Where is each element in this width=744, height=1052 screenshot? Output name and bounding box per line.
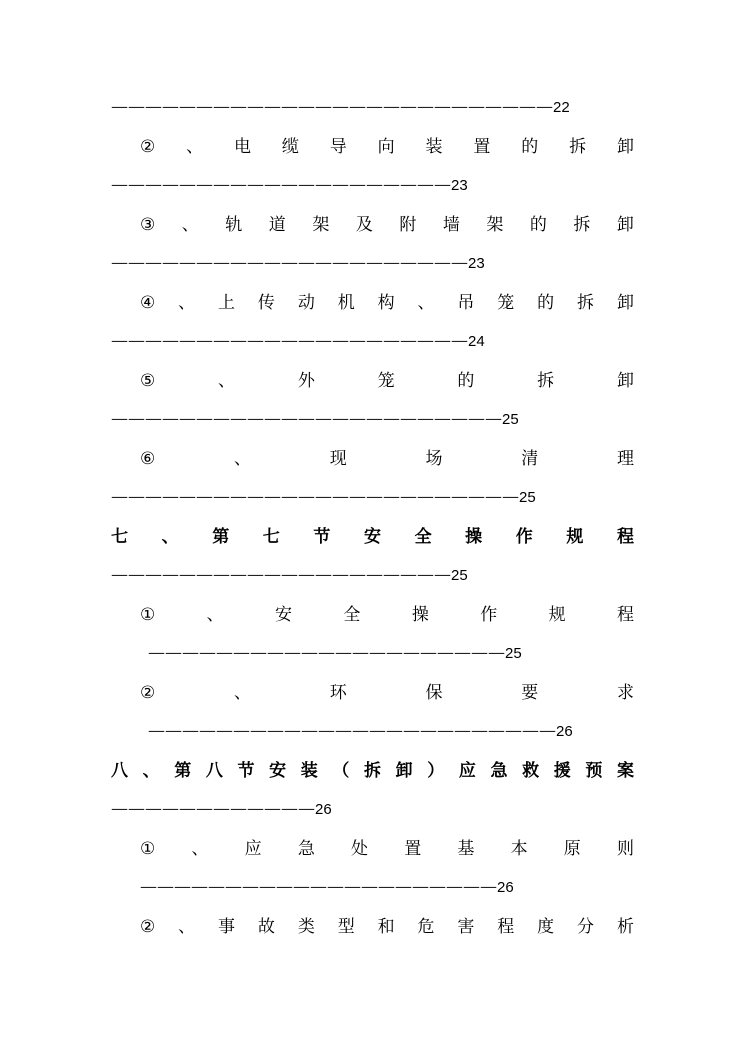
title-char: 的	[529, 215, 547, 235]
title-char: 动	[297, 293, 315, 313]
title-char: 害	[457, 917, 475, 937]
title-char: 七	[262, 527, 280, 547]
title-char: 预	[585, 761, 603, 781]
title-char: 吊	[457, 293, 475, 313]
title-char: 程	[616, 527, 634, 547]
page-number: 25	[519, 489, 536, 506]
toc-entry-title[interactable]	[140, 292, 634, 314]
title-char: ④	[140, 293, 156, 313]
title-char: ②	[140, 683, 156, 703]
title-char: 度	[537, 917, 555, 937]
toc-entry-title[interactable]	[140, 370, 634, 392]
title-char: 、	[234, 683, 251, 703]
title-char: 构	[377, 293, 395, 313]
title-char: 电	[234, 137, 251, 157]
toc-entry-title[interactable]	[140, 214, 634, 236]
title-char: 清	[521, 449, 539, 469]
title-char: ①	[140, 839, 156, 859]
toc-entry-title[interactable]	[140, 136, 634, 158]
title-char: 节	[237, 761, 255, 781]
title-char: 、	[161, 527, 179, 547]
title-char: 、	[142, 761, 160, 781]
title-char: 则	[616, 839, 634, 859]
title-char: 分	[577, 917, 595, 937]
title-char: ⑤	[140, 371, 156, 391]
title-char: 、	[234, 449, 251, 469]
title-char: 拆	[364, 761, 381, 781]
title-char: 卸	[616, 293, 634, 313]
title-char: 危	[417, 917, 435, 937]
leader-dashes: —————————————————————	[148, 643, 505, 663]
toc-leader-line	[111, 96, 570, 119]
page-number: 23	[451, 177, 468, 194]
title-char: 外	[297, 371, 315, 391]
leader-dashes: —————————————————————	[140, 877, 497, 897]
title-char: 第	[212, 527, 230, 547]
page-number: 25	[451, 567, 468, 584]
title-char: 保	[425, 683, 443, 703]
title-char: 本	[510, 839, 528, 859]
title-char: 操	[465, 527, 483, 547]
toc-entry-title[interactable]	[140, 448, 634, 470]
title-char: （	[332, 761, 350, 781]
title-char: 故	[257, 917, 275, 937]
title-char: 卸	[616, 215, 634, 235]
title-char: 全	[343, 605, 361, 625]
title-char: 析	[616, 917, 634, 937]
title-char: 的	[521, 137, 539, 157]
leader-dashes: ————————————————————————	[148, 721, 556, 741]
leader-dashes: ———————————————————————	[111, 409, 502, 429]
toc-leader-line	[111, 564, 468, 587]
toc-leader-line	[111, 330, 485, 353]
title-char: 笼	[377, 371, 395, 391]
title-char: 架	[312, 215, 330, 235]
title-char: 及	[355, 215, 373, 235]
title-char: 操	[411, 605, 429, 625]
title-char: 八	[111, 761, 128, 781]
title-char: 安	[269, 761, 287, 781]
title-char: 、	[191, 839, 209, 859]
title-char: 处	[351, 839, 368, 859]
title-char: 机	[337, 293, 355, 313]
title-char: 和	[377, 917, 395, 937]
title-char: 程	[497, 917, 515, 937]
title-char: 要	[521, 683, 539, 703]
title-char: 、	[181, 215, 199, 235]
title-char: 型	[337, 917, 355, 937]
title-char: 卸	[395, 761, 413, 781]
title-char: 应	[458, 761, 476, 781]
leader-dashes: ————————————	[111, 799, 315, 819]
leader-dashes: ————————————————————————	[111, 487, 519, 507]
title-char: 场	[425, 449, 443, 469]
title-char: 、	[186, 137, 204, 157]
toc-leader-line	[148, 720, 573, 743]
title-char: 拆	[569, 137, 587, 157]
toc-leader-line	[111, 252, 485, 275]
title-char: 的	[457, 371, 475, 391]
title-char: 急	[297, 839, 315, 859]
title-char: 作	[480, 605, 498, 625]
toc-entry-title[interactable]	[140, 838, 634, 860]
title-char: 安	[363, 527, 381, 547]
title-char: 置	[404, 839, 422, 859]
title-char: 拆	[537, 371, 555, 391]
title-char: 、	[417, 293, 435, 313]
toc-leader-line	[111, 174, 468, 197]
title-char: 、	[178, 917, 196, 937]
page-number: 25	[505, 645, 522, 662]
toc-leader-line	[111, 798, 332, 821]
title-char: 求	[617, 683, 634, 703]
title-char: 环	[329, 683, 347, 703]
title-char: 墙	[442, 215, 460, 235]
title-char: 安	[275, 605, 293, 625]
title-char: 节	[313, 527, 331, 547]
title-char: 现	[329, 449, 347, 469]
title-char: 卸	[616, 371, 634, 391]
title-char: ②	[140, 917, 156, 937]
toc-entry-title[interactable]	[140, 604, 634, 626]
page-number: 26	[497, 879, 514, 896]
title-char: 七	[111, 527, 128, 547]
toc-leader-line	[140, 876, 514, 899]
page-number: 24	[468, 333, 485, 350]
title-char: 援	[553, 761, 571, 781]
title-char: 道	[268, 215, 286, 235]
toc-section-title[interactable]	[111, 526, 634, 548]
title-char: ③	[140, 215, 156, 235]
title-char: 作	[515, 527, 533, 547]
title-char: 原	[563, 839, 581, 859]
page-number: 23	[468, 255, 485, 272]
leader-dashes: —————————————————————	[111, 253, 468, 273]
title-char: 拆	[577, 293, 595, 313]
toc-leader-line	[111, 408, 519, 431]
title-char: 救	[522, 761, 540, 781]
title-char: ②	[140, 137, 156, 157]
title-char: 八	[205, 761, 223, 781]
title-char: 缆	[281, 137, 299, 157]
title-char: 应	[244, 839, 262, 859]
title-char: 第	[174, 761, 192, 781]
page-number: 25	[502, 411, 519, 428]
title-char: 附	[399, 215, 417, 235]
title-char: ）	[427, 761, 445, 781]
title-char: ⑥	[140, 449, 156, 469]
title-char: 类	[297, 917, 315, 937]
title-char: 卸	[617, 137, 634, 157]
toc-leader-line	[111, 486, 536, 509]
leader-dashes: ————————————————————	[111, 565, 451, 585]
title-char: 事	[218, 917, 236, 937]
leader-dashes: ————————————————————	[111, 175, 451, 195]
title-char: 程	[616, 605, 634, 625]
title-char: 置	[473, 137, 491, 157]
page-number: 26	[556, 723, 573, 740]
leader-dashes: ——————————————————————————	[111, 97, 553, 117]
title-char: 、	[218, 371, 236, 391]
title-char: 基	[457, 839, 475, 859]
title-char: 上	[218, 293, 236, 313]
title-char: 轨	[225, 215, 243, 235]
title-char: 全	[414, 527, 432, 547]
title-char: 传	[257, 293, 275, 313]
page-number: 22	[553, 99, 570, 116]
toc-leader-line	[148, 642, 522, 665]
page-number: 26	[315, 801, 332, 818]
title-char: ①	[140, 605, 156, 625]
title-char: 理	[617, 449, 634, 469]
title-char: 装	[425, 137, 443, 157]
title-char: 拆	[573, 215, 591, 235]
toc-entry-title[interactable]	[140, 682, 634, 704]
title-char: 架	[486, 215, 504, 235]
title-char: 规	[566, 527, 584, 547]
title-char: 、	[178, 293, 196, 313]
title-char: 向	[377, 137, 395, 157]
leader-dashes: —————————————————————	[111, 331, 468, 351]
title-char: 笼	[497, 293, 515, 313]
title-char: 案	[617, 761, 634, 781]
toc-entry-title[interactable]	[140, 916, 634, 938]
title-char: 规	[548, 605, 566, 625]
toc-section-title[interactable]	[111, 760, 634, 782]
title-char: 的	[537, 293, 555, 313]
title-char: 装	[300, 761, 318, 781]
title-char: 、	[206, 605, 224, 625]
title-char: 导	[329, 137, 347, 157]
title-char: 急	[490, 761, 508, 781]
